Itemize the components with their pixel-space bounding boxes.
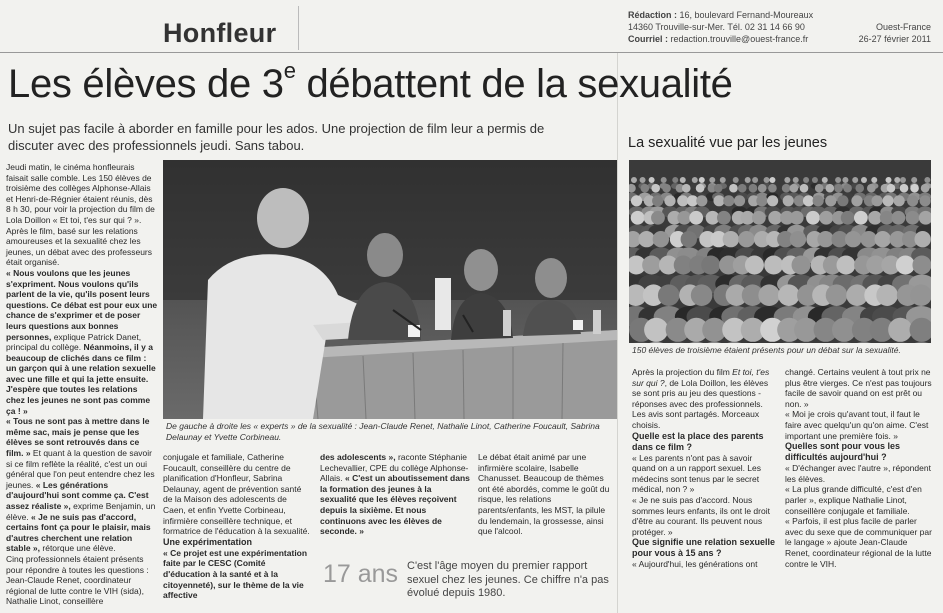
quote: « Tous ne sont pas à mettre dans le même sac, mais je pense que les élèves se sont retrouvés dans ce film. »	[6, 416, 150, 459]
audience-head	[680, 177, 686, 183]
contact-address: 16, boulevard Fernand-Moureaux	[677, 10, 814, 20]
audience-head	[767, 195, 778, 206]
audience-head	[920, 195, 931, 206]
paragraph: Jeudi matin, le cinéma honfleurais faisait salle comble. Les 150 élèves de troisième des collèges Alphonse-Allais et Henri-de-Régnier étaient réunis, dès 8 h 30, pour voir la projection du film de Lola Doillon « Et toi, t'es sur qui ? ». Après le film, basé sur les relations amoureuses et la sexualité chez les jeunes, un débat avec des professeurs était organisé.	[6, 162, 155, 268]
audience-head	[854, 211, 868, 225]
audience-head	[861, 177, 867, 183]
answer: « D'échanger avec l'autre », répondent les élèves.	[785, 463, 931, 484]
audience-head	[910, 284, 931, 306]
audience-head	[837, 195, 848, 206]
audience-head	[834, 184, 843, 193]
audience-head	[641, 184, 650, 193]
quote: « Les générations d'aujourd'hui sont comme ça. C'est assez réaliste »,	[6, 479, 149, 511]
attribution: explique Patrick Danet, principal du collège.	[6, 331, 142, 353]
audience-head	[906, 211, 920, 225]
quote: « Ce projet est une expérimentation faite par le CESC (Comité d'éducation à la santé et à la citoyenneté), sur le thème de la vie affective	[163, 547, 308, 601]
audience-head	[896, 256, 915, 275]
audience-head	[769, 177, 775, 183]
audience-head	[709, 177, 715, 183]
audience-head	[793, 177, 799, 183]
audience-head	[790, 211, 804, 225]
audience-head	[682, 184, 691, 193]
audience-head	[664, 195, 675, 206]
answer: « Je ne suis pas d'accord. Nous sommes leurs enfants, ils ont le droit d'être au courant. Ils peuvent nous protéger. »	[632, 494, 770, 537]
audience-head	[861, 231, 877, 247]
audience-head	[758, 284, 780, 306]
audience-head	[845, 231, 861, 247]
audience-head	[812, 177, 818, 183]
audience-head	[871, 177, 877, 183]
headline	[8, 58, 733, 107]
audience-photo	[629, 160, 931, 343]
audience-head	[714, 184, 723, 193]
quote: Néanmoins, il y a beaucoup de clichés dans ce film : un garçon qui à une relation sexuelle avec une fille et qui la jette ensuite. J'espère que toutes les relations chez les jeunes ne sont pas comme ça ! »	[6, 342, 156, 416]
audience-head	[696, 195, 707, 206]
question: Quelle est la place des parents dans ce film ?	[632, 430, 764, 452]
audience-head	[756, 195, 767, 206]
paragraph: Et quant à la question de savoir si ce film reflète la réalité, c'est un oui général que l'on peut entendre chez les jeunes.	[6, 448, 155, 490]
audience-head	[822, 177, 828, 183]
audience-head	[649, 177, 655, 183]
audience-head	[876, 284, 898, 306]
audience-head	[819, 211, 833, 225]
audience-head	[900, 184, 909, 193]
audience-head	[790, 184, 799, 193]
header-rule	[0, 52, 943, 53]
audience-photo-caption: 150 élèves de troisième étaient présents pour un débat sur la sexualité.	[632, 345, 901, 355]
publication-date: 26-27 février 2011	[858, 34, 931, 44]
contact-phone: 14360 Trouville-sur-Mer. Tél. 02 31 14 66 90	[628, 22, 805, 32]
attribution: rétorque une élève.	[40, 543, 116, 554]
audience-head	[689, 211, 703, 225]
question: Que signifie une relation sexuelle pour vous à 15 ans ?	[632, 537, 776, 559]
attribution: exprime Benjamin, un élève.	[6, 501, 156, 522]
attribution: raconte Stéphanie Lechevallier, CPE du collège Alphonse-Allais.	[320, 452, 469, 484]
audience-head	[720, 177, 726, 183]
quote: « Nous voulons que les jeunes s'expriment. Nous voulons qu'ils parlent de la vie, qu'ils posent leurs questions. Ce débat est pour eux une chance de s'exprimer et de poser leurs questions aux bonnes personnes,	[6, 267, 158, 342]
audience-head	[661, 177, 667, 183]
paragraph: Cinq professionnels étaient présents pour répondre à toutes les questions : Jean-Claude Renet, coordinateur régional de lutte contre le VIH (sida), Nathalie Linot, conseillère	[6, 553, 149, 607]
audience-head	[842, 177, 848, 183]
subheading: Une expérimentation	[163, 536, 253, 547]
audience-head	[734, 195, 745, 206]
headline-sup: e	[283, 58, 296, 83]
audience-head	[723, 195, 734, 206]
audience-head	[900, 177, 906, 183]
section-title: Honfleur	[163, 18, 277, 48]
audience-head	[745, 177, 751, 183]
audience-head	[713, 195, 724, 206]
sidebar-heading: La sexualité vue par les jeunes	[628, 135, 828, 151]
audience-head	[681, 231, 697, 247]
audience-head	[921, 184, 930, 193]
audience-head	[701, 256, 720, 275]
article-column-3	[320, 452, 470, 537]
quote: « Je ne suis pas d'accord, certains font ça pour le plaisir, mais d'autres cherchent une relation stable »,	[6, 511, 151, 554]
audience-head	[749, 184, 758, 193]
audience-head	[651, 184, 660, 193]
audience-head	[883, 195, 894, 206]
audience-head	[729, 184, 738, 193]
audience-head	[815, 184, 824, 193]
audience-head	[651, 211, 665, 225]
audience-head	[826, 284, 848, 306]
audience-head	[813, 195, 824, 206]
audience-head	[817, 231, 833, 247]
answer: « Aujourd'hui, les générations ont	[632, 559, 758, 570]
audience-head	[888, 318, 912, 342]
audience-head	[911, 177, 917, 183]
audience-head	[836, 256, 855, 275]
audience-head	[803, 195, 814, 206]
paragraph: Après la projection du film	[632, 367, 733, 377]
audience-head	[783, 195, 794, 206]
article-column-2	[163, 452, 311, 601]
audience-head	[894, 195, 905, 206]
page-fold	[617, 53, 618, 613]
audience-head	[745, 256, 764, 275]
publication-info	[859, 21, 931, 45]
answer: « Moi je crois qu'avant tout, il faut le faire avec quelqu'un qu'on aime. C'est important une première fois. »	[785, 409, 929, 441]
audience-head	[768, 184, 777, 193]
audience-head	[677, 211, 691, 225]
audience-head	[790, 231, 806, 247]
audience-head	[887, 184, 896, 193]
audience-head	[640, 177, 646, 183]
answer: changé. Certains veulent à tout prix ne plus être vierges. Ce n'est pas toujours facile de savoir quand on est prêt ou non. »	[785, 367, 932, 409]
audience-head	[914, 231, 930, 247]
sidebar-column-2	[785, 367, 933, 569]
audience-head	[699, 177, 705, 183]
audience-head	[891, 211, 905, 225]
panel-photo	[163, 160, 617, 419]
audience-head	[723, 231, 739, 247]
publication-name: Ouest-France	[875, 22, 931, 32]
audience-head	[733, 177, 739, 183]
headline-post: débattent de la sexualité	[295, 62, 733, 106]
audience-head	[717, 211, 731, 225]
audience-head	[752, 177, 758, 183]
audience-head	[851, 195, 862, 206]
audience-head	[841, 211, 855, 225]
article-column-1	[6, 162, 158, 607]
email-label: Courriel :	[628, 34, 669, 44]
audience-head	[764, 256, 783, 275]
audience-head	[652, 195, 663, 206]
audience-head	[778, 284, 800, 306]
quote: des adolescents »,	[320, 452, 396, 462]
quote: « C'est un aboutissement dans la formation des jeunes à la sexualité que les élèves reçoivent depuis la sixième. Et nous continuons avec les élèves de seconde. »	[320, 473, 470, 537]
paragraph: , de Lola Doillon, les élèves se sont pris au jeu des questions - réponses avec des professionnels. Les avis sont partagés. Morceaux choisis.	[632, 377, 769, 430]
answer: « Les parents n'ont pas à savoir quand on a un rapport sexuel. Les médecins sont tenus par le secret médical, non ? »	[632, 452, 762, 495]
audience-head	[662, 184, 671, 193]
sidebar-column-1	[632, 367, 777, 570]
audience-head	[910, 184, 919, 193]
audience-head	[835, 177, 841, 183]
audience-head	[631, 177, 637, 183]
audience-head	[738, 231, 754, 247]
audience-head	[677, 195, 688, 206]
header-divider	[298, 6, 299, 50]
audience-head	[867, 184, 876, 193]
audience-head	[768, 211, 782, 225]
standfirst: Un sujet pas facile à aborder en famille pour les ados. Une projection de film leur a permis de discuter avec des professionnels jeudi. Sans tabou.	[8, 121, 545, 153]
audience-head	[852, 177, 858, 183]
audience-head	[826, 184, 835, 193]
audience-head	[692, 177, 698, 183]
audience-head	[752, 211, 766, 225]
contact-block	[628, 9, 813, 45]
audience-head	[782, 184, 791, 193]
audience-head	[758, 184, 767, 193]
audience-head	[792, 256, 811, 275]
contact-label: Rédaction :	[628, 10, 678, 20]
paragraph: Le débat était animé par une infirmière scolaire, Isabelle Chanusset. Beaucoup de thèmes ont été abordés, comme le goût du risque, les relations parents/enfants, les MST, la pilule du lendemain, la grossesse, ainsi que l'alcool.	[478, 452, 610, 537]
question: Quelles sont pour vous les difficultés aujourd'hui ?	[785, 441, 901, 463]
audience-head	[696, 184, 705, 193]
audience-head	[886, 177, 892, 183]
paragraph: conjugale et familiale, Catherine Foucault, conseillère du centre de planification d'Honfleur, Sabrina Delaunay, agent de prévention santé de la Maison des adolescents de Caen, et enfin Yvette Corbineau, infirmière conseillère technique, et formatrice de l'éducation à la sexualité.	[163, 452, 310, 537]
audience-head	[907, 195, 918, 206]
audience-head	[672, 177, 678, 183]
audience-head	[912, 256, 931, 275]
audience-head	[691, 284, 713, 306]
article-column-4	[478, 452, 614, 537]
audience-head	[631, 195, 642, 206]
audience-head	[825, 195, 836, 206]
panel-photo-caption: De gauche à droite les « experts » de la sexualité : Jean-Claude Renet, Nathalie Linot, Catherine Foucault, Sabrina Delaunay et Yvette Corbineau.	[166, 421, 600, 442]
audience-head	[784, 177, 790, 183]
audience-head	[894, 177, 900, 183]
audience-head	[803, 177, 809, 183]
audience-head	[924, 177, 930, 183]
audience-head	[855, 184, 864, 193]
audience-head	[843, 184, 852, 193]
audience-head	[806, 211, 820, 225]
audience-head	[642, 256, 661, 275]
big-number: 17 ans	[323, 560, 399, 588]
audience-head	[875, 231, 891, 247]
headline-pre: Les élèves de 3	[8, 62, 284, 106]
big-number-text: C'est l'âge moyen du premier rapport sexuel chez les jeunes. Ce chiffre n'a pas évolué depuis 1980.	[407, 560, 609, 599]
audience-head	[658, 284, 680, 306]
audience-head	[631, 211, 645, 225]
audience-head	[871, 195, 882, 206]
audience-head	[764, 177, 770, 183]
audience-head	[644, 318, 668, 342]
audience-head	[800, 184, 809, 193]
audience-head	[653, 231, 669, 247]
film-title: Et toi, t'es sur qui ?	[632, 367, 770, 388]
audience-head	[638, 231, 654, 247]
audience-head	[738, 184, 747, 193]
answer: « La plus grande difficulté, c'est d'en parler », explique Nathalie Linot, conseillère conjugale et familiale.	[785, 484, 922, 516]
answer: « Parfois, il est plus facile de parler avec du sexe que de communiquer par le langage » ajoute Jean-Claude Renet, coordinateur régional de la lutte contre le VIH.	[785, 516, 932, 569]
contact-email: redaction.trouville@ouest-france.fr	[668, 34, 809, 44]
